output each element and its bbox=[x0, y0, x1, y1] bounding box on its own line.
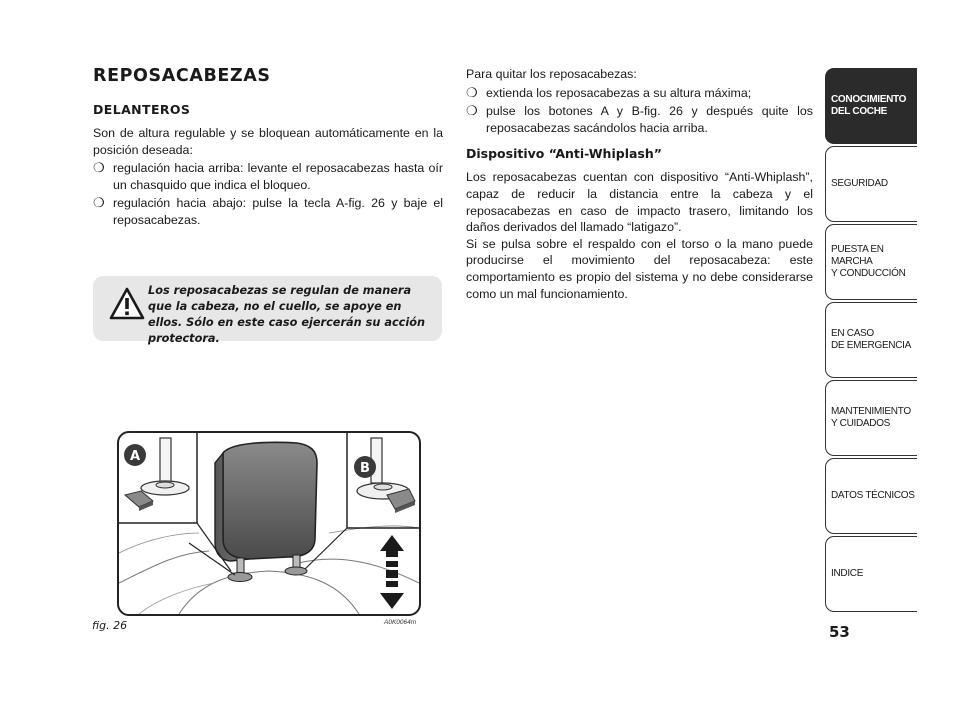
list-item: ❍ regulación hacia abajo: pulse la tecla A-fig. 26 y baje el reposacabezas. bbox=[93, 195, 443, 227]
tab-indice[interactable]: INDICE bbox=[825, 536, 917, 612]
figure-caption: fig. 26 bbox=[92, 619, 128, 632]
right-column bbox=[466, 66, 813, 302]
tab-mantenimiento[interactable]: MANTENIMIENTO Y CUIDADOS bbox=[825, 380, 917, 456]
left-column bbox=[93, 66, 443, 229]
removal-intro: Para quitar los reposacabezas: bbox=[466, 67, 637, 81]
anti-whiplash-heading: Dispositivo “Anti-Whiplash” bbox=[466, 146, 662, 162]
adjust-list bbox=[93, 160, 443, 228]
anti-whiplash-paragraph-1: Los reposacabezas cuentan con dispositivo “Anti-Whiplash”, capaz de reducir la distancia entre la cabeza y el reposacabezas en caso de impacto trasero, limitando los daños derivados del llamado “latigazo”. bbox=[466, 170, 813, 235]
bullet-circle-icon: ❍ bbox=[466, 84, 478, 100]
warning-text: Los reposacabezas se regulan de manera que la cabeza, no el cuello, se apoye en ellos. Sólo en este caso ejercerán su acción protectora. bbox=[148, 284, 426, 345]
section-subtitle: DELANTEROS bbox=[93, 102, 191, 117]
list-item: ❍ extienda los reposacabezas a su altura máxima; bbox=[466, 84, 752, 100]
tab-puesta-en-marcha[interactable]: PUESTA EN MARCHA Y CONDUCCIÓN bbox=[825, 224, 917, 300]
anti-whiplash-paragraph-2: Si se pulsa sobre el respaldo con el torso o la mano puede producirse el movimiento del reposacabeza: este comportamiento es propio del sistema y no debe considerarse como un mal funcionamiento. bbox=[466, 236, 813, 301]
tab-seguridad[interactable]: SEGURIDAD bbox=[825, 146, 917, 222]
bullet-circle-icon: ❍ bbox=[93, 195, 105, 211]
bullet-circle-icon: ❍ bbox=[93, 160, 105, 176]
warning-box bbox=[93, 276, 442, 345]
section-title: REPOSACABEZAS bbox=[93, 66, 271, 86]
page-number: 53 bbox=[829, 623, 850, 641]
bullet-circle-icon: ❍ bbox=[466, 103, 478, 119]
label-a: A bbox=[129, 449, 141, 464]
tab-conocimiento-del-coche[interactable]: CONOCIMIENTO DEL COCHE bbox=[825, 68, 917, 144]
tab-en-caso-de-emergencia[interactable]: EN CASO DE EMERGENCIA bbox=[825, 302, 917, 378]
list-item: ❍ pulse los botones A y B-fig. 26 y después quite los reposacabezas sacándolos hacia arriba. bbox=[466, 103, 813, 135]
warning-triangle-icon bbox=[109, 286, 145, 322]
removal-list bbox=[466, 85, 813, 137]
headrest-illustration bbox=[119, 433, 419, 614]
intro-paragraph: Son de altura regulable y se bloquean automáticamente en la posición deseada: bbox=[93, 126, 443, 157]
tab-datos-tecnicos[interactable]: DATOS TÉCNICOS bbox=[825, 458, 917, 534]
figure-code: A0K0064m bbox=[384, 619, 417, 626]
label-b: B bbox=[360, 461, 370, 476]
list-item: ❍ regulación hacia arriba: levante el reposacabezas hasta oír un chasquido que indica el bloqueo. bbox=[93, 160, 443, 192]
headrest-figure bbox=[117, 431, 421, 616]
